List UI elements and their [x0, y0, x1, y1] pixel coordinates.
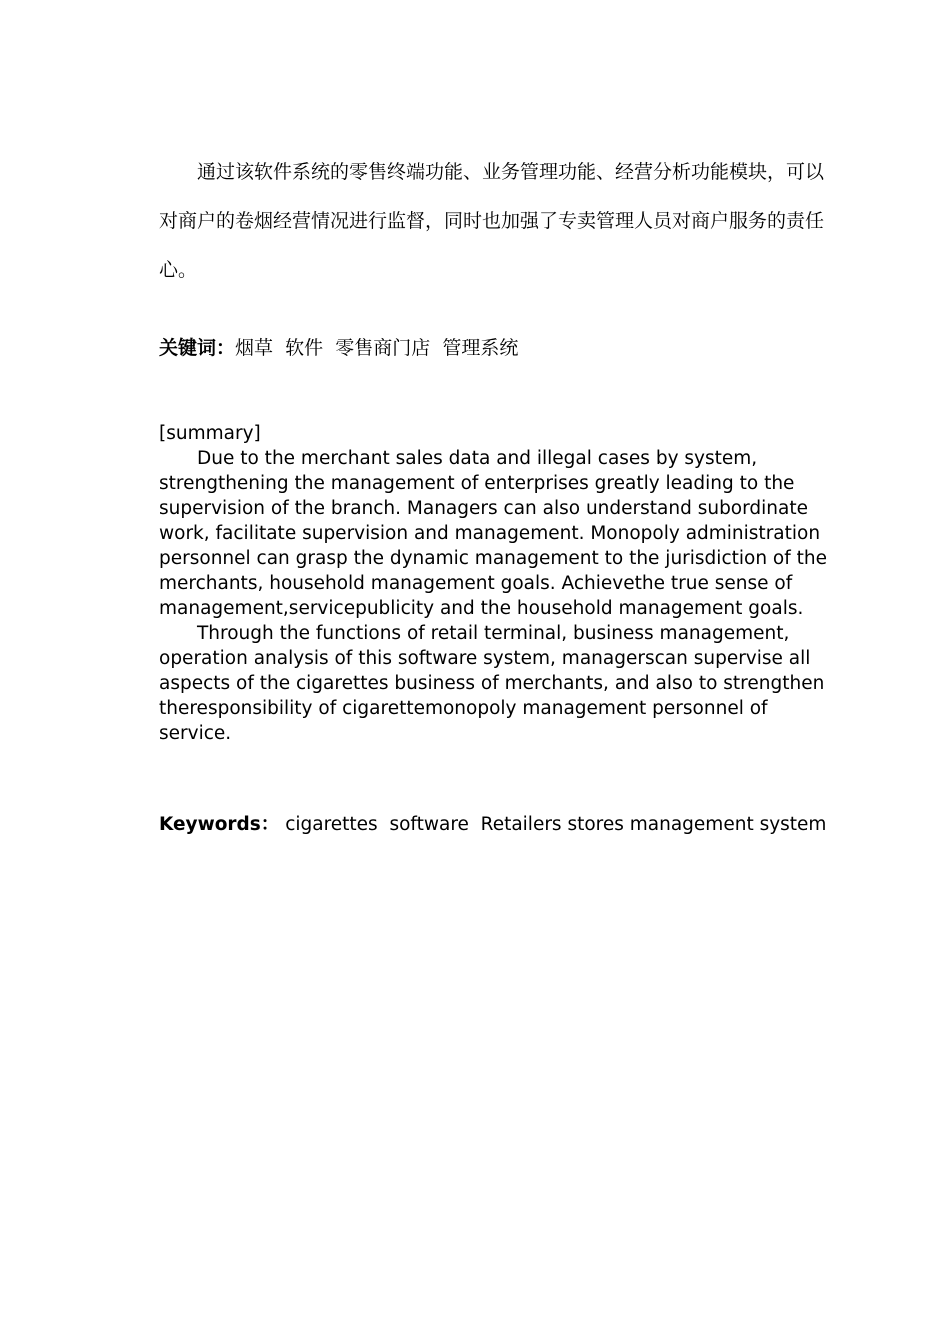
chinese-keywords-line	[159, 334, 518, 362]
english-keyword: Retailers stores management system	[480, 814, 827, 835]
chinese-abstract-paragraph: 通过该软件系统的零售终端功能、业务管理功能、经营分析功能模块，可以对商户的卷烟经营情况进行监督，同时也加强了专卖管理人员对商户服务的责任心。	[159, 161, 825, 281]
chinese-keyword: 烟草	[235, 337, 274, 359]
summary-paragraph-1: Due to the merchant sales data and illegal cases by system, strengthening the management of enterprises greatly leading to the supervision of the branch. Managers can also understand subordinate work, facilitate supervision and management. Monopoly administration personnel can grasp the dynamic management to the jurisdiction of the merchants, household management goals. Achievethe true sense of management,servicepublicity and the household management goals.	[159, 448, 828, 619]
summary-heading: [summary]	[159, 423, 261, 444]
english-summary	[159, 421, 839, 746]
english-keyword: software	[389, 814, 469, 835]
chinese-keyword: 零售商门店	[335, 337, 431, 359]
chinese-keyword: 软件	[285, 337, 324, 359]
chinese-keyword: 管理系统	[442, 337, 519, 359]
english-keyword: cigarettes	[285, 814, 378, 835]
summary-paragraph-2: Through the functions of retail terminal, business management, operation analysis of this software system, managerscan supervise all aspects of the cigarettes business of merchants, and also to strengthen theresponsibility of cigarettemonopoly management personnel of service.	[159, 623, 825, 744]
english-keywords-line	[159, 806, 839, 843]
english-keywords-label: Keywords：	[159, 814, 280, 835]
chinese-keywords-label: 关键词：	[159, 337, 236, 359]
